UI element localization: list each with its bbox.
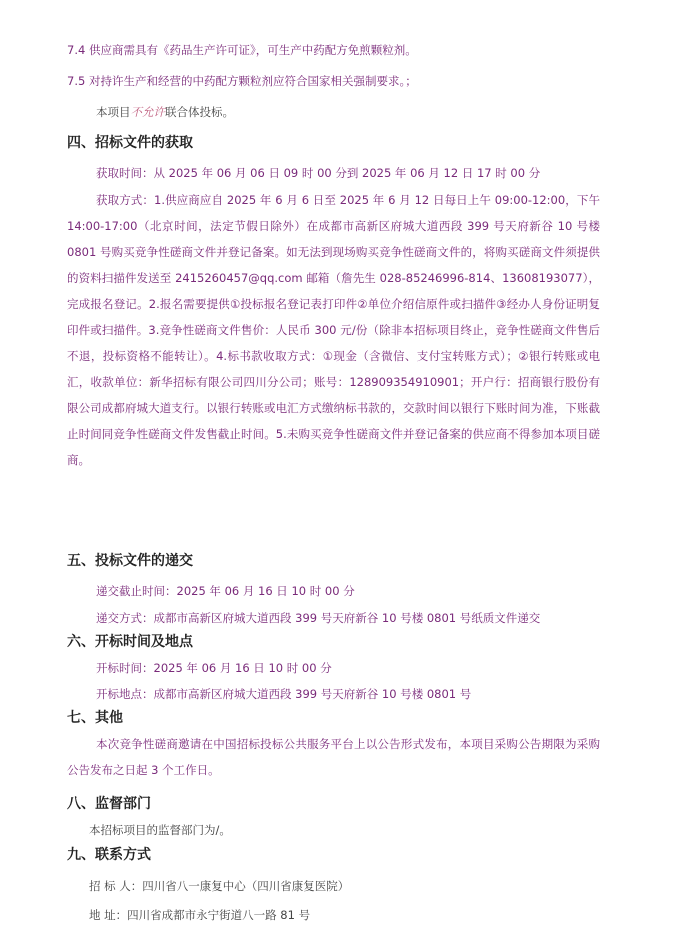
opening-time: 开标时间：2025 年 06 月 16 日 10 时 00 分 — [96, 661, 332, 675]
item-7-4: 7.4 供应商需具有《药品生产许可证》，可生产中药配方免煎颗粒剂。 — [67, 43, 417, 57]
acquisition-time: 获取时间：从 2025 年 06 月 06 日 09 时 00 分到 2025 年 06 月 12 日 17 时 00 分 — [96, 166, 541, 180]
section-5-title: 五、投标文件的递交 — [67, 553, 193, 569]
item-7-5: 7.5 对持许生产和经营的中药配方颗粒剂应符合国家相关强制要求。； — [67, 74, 417, 88]
section-7-title: 七、其他 — [67, 710, 123, 726]
section-4-title: 四、招标文件的获取 — [67, 135, 193, 151]
submission-deadline: 递交截止时间：2025 年 06 月 16 日 10 时 00 分 — [96, 584, 355, 598]
consortium-note — [96, 104, 234, 120]
other-info-text: 本次竞争性磋商邀请在中国招标投标公共服务平台上以公告形式发布，本项目采购公告期限为采购公告发布之日起 3 个工作日。 — [67, 737, 600, 777]
section-8-title: 八、监督部门 — [67, 796, 151, 812]
section-6-title: 六、开标时间及地点 — [67, 634, 193, 650]
tenderer-address: 地 址：四川省成都市永宁街道八一路 81 号 — [89, 908, 311, 922]
section-9-title: 九、联系方式 — [67, 847, 151, 863]
consortium-emphasis: 不允许 — [130, 105, 165, 119]
acquisition-method — [67, 187, 600, 473]
acquisition-method-text: 获取方式：1.供应商应自 2025 年 6 月 6 日至 2025 年 6 月 12 日每日上午 09:00-12:00，下午 14:00-17:00（北京时间，法定节假日除外）在成都市高新区府城大道西段 399 号天府新谷 10 号楼 0801 号购买竞争性磋商文件并登记备案。如无法到现场购买竞争性磋商文件的，将购买磋商文件须提供的资料扫描件发送至 2415260457@qq.com 邮箱（詹先生 028-85246996-814、13608193077），完成报名登记。2.报名需要提供①投标报名登记表打印件②单位介绍信原件或扫描件③经办人身份证明复印件或扫描件。3.竞争性磋商文件售价：人民币 300 元/份（除非本招标项目终止，竞争性磋商文件售后不退，投标资格不能转让）。4.标书款收取方式：①现金（含微信、支付宝转账方式）；②银行转账或电汇，收款单位：新华招标有限公司四川分公司；账号：128909354910901；开户行：招商银行股份有限公司成都府城大道支行。以银行转账或电汇方式缴纳标书款的，交款时间以银行下账时间为准，下账截止时间同竞争性磋商文件发售截止时间。5.未购买竞争性磋商文件并登记备案的供应商不得参加本项目磋商。 — [67, 193, 600, 467]
consortium-prefix: 本项目 — [96, 105, 131, 119]
consortium-suffix: 联合体投标。 — [165, 105, 234, 119]
tenderer-name: 招 标 人：四川省八一康复中心（四川省康复医院） — [89, 879, 350, 893]
supervision-dept: 本招标项目的监督部门为/。 — [89, 823, 231, 837]
submission-place: 递交方式：成都市高新区府城大道西段 399 号天府新谷 10 号楼 0801 号纸质文件递交 — [96, 611, 541, 625]
opening-place: 开标地点：成都市高新区府城大道西段 399 号天府新谷 10 号楼 0801 号 — [96, 687, 472, 701]
other-info — [67, 731, 600, 783]
